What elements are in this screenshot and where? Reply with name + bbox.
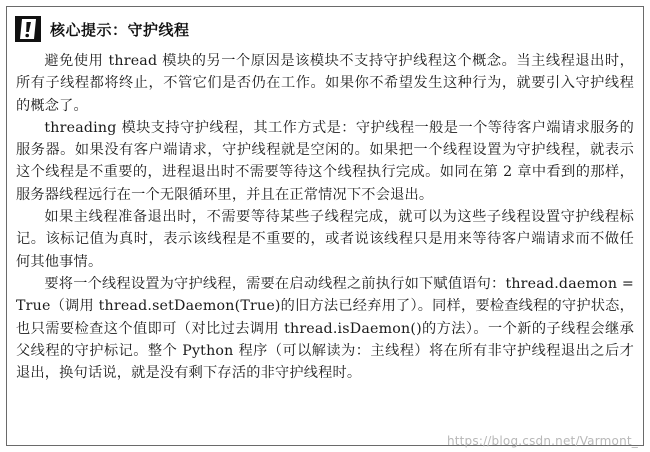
note-header [14, 14, 190, 44]
note-title: 核心提示：守护线程 [50, 20, 190, 39]
paragraph-threading-daemon: threading 模块支持守护线程，其工作方式是：守护线程一般是一个等待客户端请求服务的服务器。如果没有客户端请求，守护线程就是空闲的。如果把一个线程设置为守护线程，就表示这个线程是不重要的，进程退出时不需要等待这个线程执行完成。如同在第 2 章中看到的那样，服务器线程远行在一个无限循环里，并且在正常情况下不会退出。 [16, 119, 634, 203]
note-content [16, 50, 634, 384]
watermark: https://blog.csdn.net/Varmont_ [446, 434, 638, 448]
paragraph-thread-module: 避免使用 thread 模块的另一个原因是该模块不支持守护线程这个概念。当主线程退出时，所有子线程都将终止，不管它们是否仍在工作。如果你不希望发生这种行为，就要引入守护线程的概念了。 [16, 53, 634, 114]
paragraph-set-daemon: 要将一个线程设置为守护线程，需要在启动线程之前执行如下赋值语句：thread.daemon = True（调用 thread.setDaemon(True)的旧方法已经弃用了）。同样，要检查线程的守护状态，也只需要检查这个值即可（对比过去调用 thread.isDaemon()的方法）。一个新的子线程会继承父线程的守护标记。整个 Python 程序（可以解读为：主线程）将在所有非守护线程退出之后才退出，换句话说，就是没有剩下存活的非守护线程时。 [16, 275, 634, 382]
paragraph-daemon-flag: 如果主线程准备退出时，不需要等待某些子线程完成，就可以为这些子线程设置守护线程标记。该标记值为真时，表示该线程是不重要的，或者说该线程只是用来等待客户端请求而不做任何其他事情。 [16, 209, 634, 270]
exclamation-note-icon [14, 15, 42, 43]
